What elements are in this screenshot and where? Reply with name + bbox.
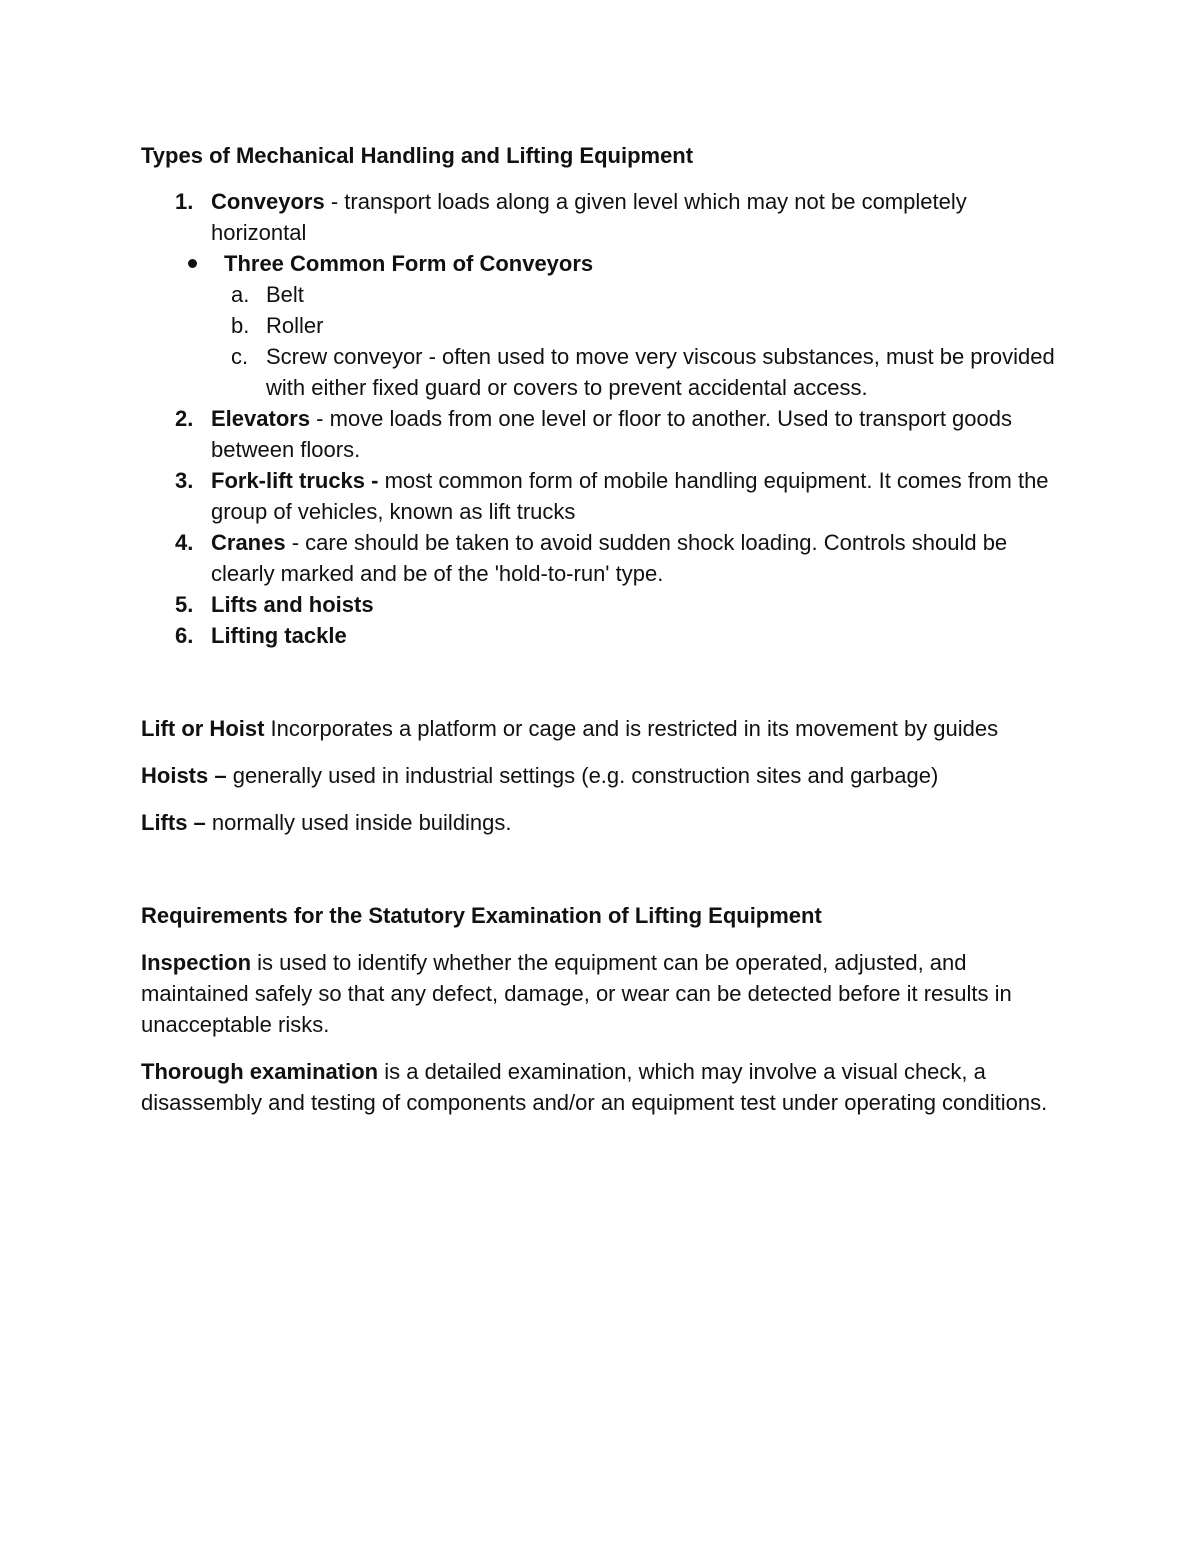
item-description: - move loads from one level or floor to another. Used to transport goods between floors. bbox=[211, 406, 1012, 462]
list-item bbox=[141, 186, 1061, 248]
paragraph-text: is used to identify whether the equipment can be operated, adjusted, and maintained safely so that any defect, damage, or wear can be detected before it results in unacceptable risks. bbox=[141, 950, 1012, 1037]
item-text: Screw conveyor - often used to move very viscous substances, must be provided with either fixed guard or covers to prevent accidental access. bbox=[266, 344, 1055, 400]
item-term: Elevators bbox=[211, 406, 311, 431]
list-number: 4. bbox=[175, 530, 194, 555]
definition-hoists bbox=[141, 760, 1061, 791]
definition-text: generally used in industrial settings (e.g. construction sites and garbage) bbox=[226, 763, 939, 788]
definition-lifts bbox=[141, 807, 1061, 838]
item-description: - transport loads along a given level which may not be completely horizontal bbox=[211, 189, 967, 245]
list-item bbox=[141, 403, 1061, 465]
equipment-list bbox=[141, 186, 1061, 651]
list-number: 5. bbox=[175, 592, 194, 617]
item-text: Roller bbox=[266, 313, 324, 338]
definition-term: Lifts – bbox=[141, 810, 206, 835]
list-item bbox=[141, 620, 1061, 651]
bullet-heading-text: Three Common Form of Conveyors bbox=[224, 251, 594, 276]
list-item bbox=[141, 589, 1061, 620]
list-letter: c. bbox=[231, 344, 249, 369]
list-letter: a. bbox=[231, 282, 250, 307]
definition-text: normally used inside buildings. bbox=[205, 810, 512, 835]
bullet-icon bbox=[188, 259, 197, 268]
bullet-heading bbox=[141, 248, 1061, 279]
definition-term: Lift or Hoist bbox=[141, 716, 265, 741]
list-item bbox=[141, 465, 1061, 527]
requirements-section bbox=[141, 900, 1061, 1118]
item-term: Lifts and hoists bbox=[211, 592, 374, 617]
requirements-heading: Requirements for the Statutory Examination of Lifting Equipment bbox=[141, 903, 822, 928]
list-letter: b. bbox=[231, 313, 250, 338]
definition-text: Incorporates a platform or cage and is restricted in its movement by guides bbox=[264, 716, 999, 741]
list-item bbox=[141, 279, 1061, 310]
conveyor-forms bbox=[141, 248, 1061, 403]
definition-lift-or-hoist bbox=[141, 713, 1061, 744]
list-number: 2. bbox=[175, 406, 194, 431]
paragraph-term: Thorough examination bbox=[141, 1059, 379, 1084]
definition-term: Hoists – bbox=[141, 763, 227, 788]
item-text: Belt bbox=[266, 282, 304, 307]
paragraph-thorough-examination bbox=[141, 1056, 1061, 1118]
list-number: 6. bbox=[175, 623, 194, 648]
paragraph-inspection bbox=[141, 947, 1061, 1040]
item-term: Lifting tackle bbox=[211, 623, 347, 648]
definitions-section bbox=[141, 713, 1061, 838]
paragraph-term: Inspection bbox=[141, 950, 252, 975]
item-term: Cranes bbox=[211, 530, 286, 555]
list-item bbox=[141, 527, 1061, 589]
item-description: most common form of mobile handling equipment. It comes from the group of vehicles, known as lift trucks bbox=[211, 468, 1049, 524]
document-body bbox=[141, 140, 1061, 1118]
list-item bbox=[141, 310, 1061, 341]
list-number: 1. bbox=[175, 189, 194, 214]
section-title: Types of Mechanical Handling and Lifting Equipment bbox=[141, 143, 694, 168]
list-item bbox=[141, 341, 1061, 403]
item-description: - care should be taken to avoid sudden shock loading. Controls should be clearly marked and be of the 'hold-to-run' type. bbox=[211, 530, 1008, 586]
item-term: Conveyors bbox=[211, 189, 325, 214]
list-number: 3. bbox=[175, 468, 194, 493]
item-term: Fork-lift trucks - bbox=[211, 468, 379, 493]
conveyor-forms-list bbox=[141, 279, 1061, 403]
paragraph-text: is a detailed examination, which may involve a visual check, a disassembly and testing of components and/or an equipment test under operating conditions. bbox=[141, 1059, 1048, 1115]
